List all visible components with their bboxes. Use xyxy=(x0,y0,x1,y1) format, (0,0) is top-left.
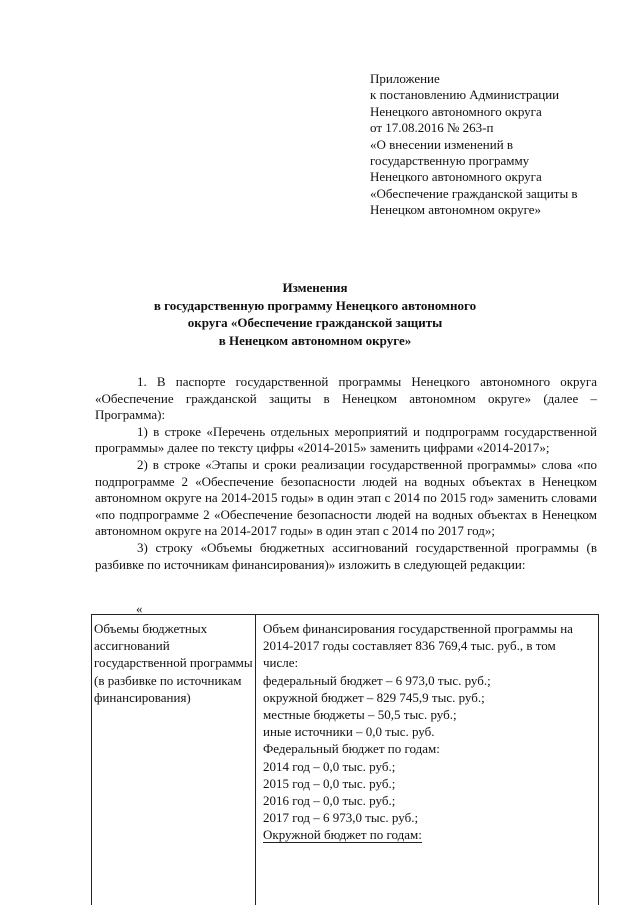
paragraph-1: 1. В паспорте государственной программы Ненецкого автономного округа «Обеспечение гражданской защиты в Ненецком автономном округе» (далее – Программа): xyxy=(95,374,597,423)
appendix-line: «Обеспечение гражданской защиты в xyxy=(370,185,578,201)
title-line: в Ненецком автономном округе» xyxy=(218,332,412,348)
table-cell-label: Объемы бюджетных ассигнований государственной программы (в разбивке по источникам финансирования) xyxy=(94,621,253,705)
opening-quote-mark: « xyxy=(136,601,143,616)
title-line: округа «Обеспечение гражданской защиты xyxy=(187,315,443,330)
financing-line: 2015 год – 0,0 тыс. руб.; xyxy=(263,775,396,791)
financing-line: федеральный бюджет – 6 973,0 тыс. руб.; xyxy=(263,672,491,688)
title-line: в государственную программу Ненецкого автономного xyxy=(153,297,477,313)
document-title xyxy=(120,279,510,349)
financing-summary: Объем финансирования государственной программы на 2014-2017 годы составляет 836 769,4 тыс. руб., в том числе: xyxy=(263,621,573,671)
appendix-line: от 17.08.2016 № 263-п xyxy=(370,120,494,136)
appendix-line: Ненецком автономном округе» xyxy=(370,202,542,218)
paragraph-4: 3) строку «Объемы бюджетных ассигнований государственной программы (в разбивке по источникам финансирования)» изложить в следующей редакции: xyxy=(95,539,597,572)
appendix-line: к постановлению Администрации xyxy=(370,87,560,103)
financing-line: 2014 год – 0,0 тыс. руб.; xyxy=(263,758,396,774)
appendix-header xyxy=(370,71,620,219)
document-body xyxy=(95,374,597,573)
financing-table xyxy=(91,614,599,905)
appendix-line: государственную программу xyxy=(370,153,530,169)
appendix-line: Ненецкого автономного округа xyxy=(370,169,542,185)
appendix-line: «О внесении изменений в xyxy=(370,136,514,152)
appendix-line: Приложение xyxy=(370,71,440,86)
financing-line: Федеральный бюджет по годам: xyxy=(263,741,440,757)
paragraph-3: 2) в строке «Этапы и сроки реализации государственной программы» слова «по подпрограмме 2 «Обеспечение безопасности людей на водных объектах в Ненецком автономном округе на 2014-2015 годы» в один этап с 2014 по 2015 год» заменить словами «по подпрограмме 2 «Обеспечение безопасности людей на водных объектах в Ненецком автономном округе на 2014-2017 годы» в один этап с 2014 по 2017 год»; xyxy=(95,456,597,539)
financing-line-underlined: Окружной бюджет по годам: xyxy=(263,827,422,843)
title-line: Изменения xyxy=(282,280,348,295)
table-cell-value xyxy=(263,620,593,844)
financing-line: 2016 год – 0,0 тыс. руб.; xyxy=(263,793,396,809)
financing-line: местные бюджеты – 50,5 тыс. руб.; xyxy=(263,707,457,723)
financing-line: 2017 год – 6 973,0 тыс. руб.; xyxy=(263,810,419,826)
paragraph-2: 1) в строке «Перечень отдельных мероприятий и подпрограмм государственной программы» далее по тексту цифры «2014-2015» заменить цифрами «2014-2017»; xyxy=(95,423,597,456)
table-column-divider xyxy=(255,615,256,905)
financing-line: иные источники – 0,0 тыс. руб. xyxy=(263,724,435,740)
financing-line: окружной бюджет – 829 745,9 тыс. руб.; xyxy=(263,689,485,705)
appendix-line: Ненецкого автономного округа xyxy=(370,103,542,119)
